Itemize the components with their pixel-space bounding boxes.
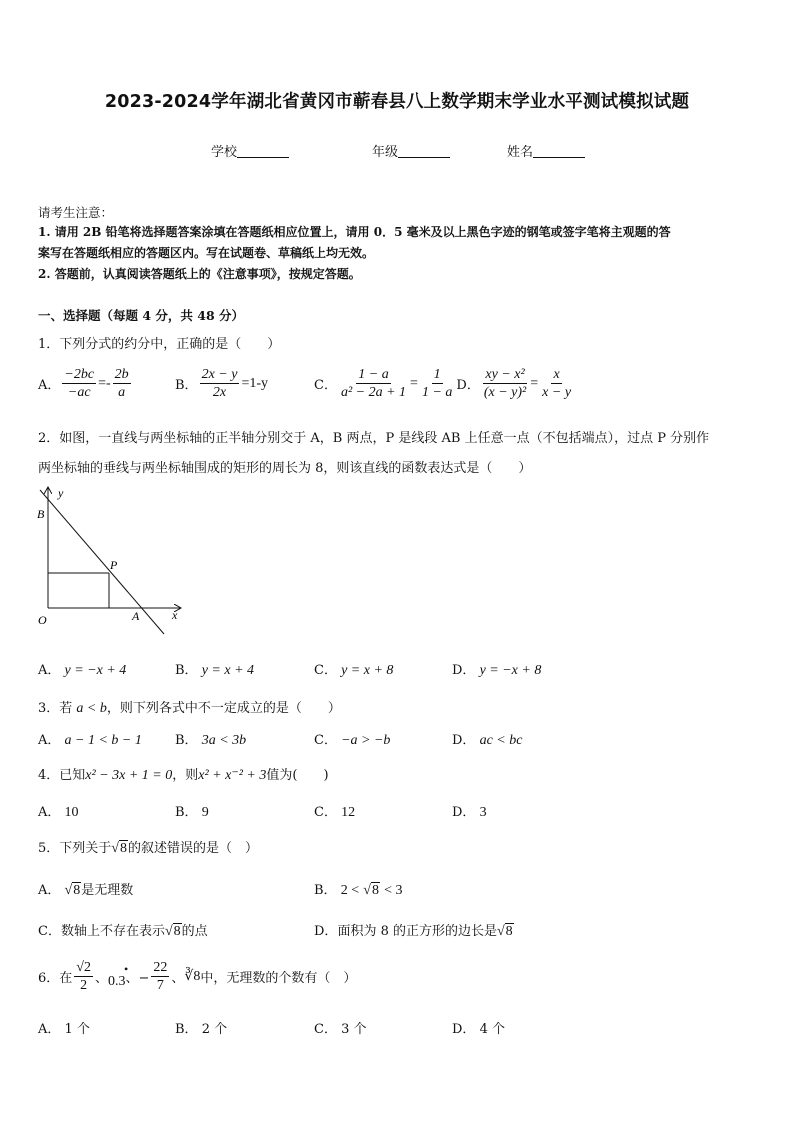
q5-b-post: < 3 — [384, 883, 403, 898]
q5-d-sqrt: √8 — [496, 924, 513, 939]
q6-frac2-num: 22 — [153, 960, 168, 975]
q5-c-radicand: 8 — [173, 924, 181, 939]
q5-a-sqrt: √8 — [64, 883, 81, 898]
q3-option-d — [452, 729, 522, 749]
q2-option-b — [175, 659, 254, 679]
q2-line-2: 两坐标轴的垂线与两坐标轴围成的矩形的周长为 8，则该直线的函数表达式是（ ） — [38, 461, 532, 476]
q5-b-label: B． — [314, 883, 337, 898]
q3-b-text: 3a < 3b — [201, 733, 247, 748]
q5-c-post: 的点 — [181, 924, 208, 939]
q1-c-rnum: 1 — [433, 367, 441, 382]
q6-sep-3: 、 — [171, 971, 185, 986]
q6-option-b — [175, 1018, 227, 1037]
fig-label-b: B — [37, 507, 45, 521]
q6-c-label: C． — [314, 1022, 337, 1037]
school-label: 学校 — [211, 145, 238, 160]
q1-d-den: (x − y)² — [483, 385, 527, 400]
q4-stem-math-2: x² + x⁻² + 3 — [198, 768, 267, 783]
q6-sep-2: 、− — [125, 971, 150, 986]
q1-a-label: A． — [38, 378, 61, 393]
notice-item-1a: 1. 请用 2B 铅笔将选择题答案涂填在答题纸相应位置上，请用 0．5 毫米及以上黑色字迹的钢笔或签字笔将主观题的答 — [38, 225, 671, 239]
q2-option-d — [452, 659, 541, 679]
q3-stem-math: a < b — [76, 701, 107, 716]
q6-frac1-num: √2 — [76, 960, 91, 975]
q6-stem-a: 6．在 — [38, 971, 73, 986]
q5-stem-b: 的叙述错误的是（ ） — [127, 841, 258, 856]
q5-c-label: C． — [38, 924, 61, 939]
name-field — [507, 141, 585, 160]
q1-c-num: 1 − a — [358, 367, 389, 382]
q4-b-label: B． — [175, 805, 198, 820]
q2-d-label: D． — [452, 663, 476, 678]
q1-d-rnum: x — [553, 367, 560, 382]
q6-frac2-den: 7 — [156, 978, 164, 993]
notice-heading: 请考生注意： — [38, 205, 114, 220]
notice-item-1b: 案写在答题纸相应的答题区内。写在试题卷、草稿纸上均无效。 — [38, 246, 375, 260]
fig-label-o: O — [38, 613, 47, 627]
q6-option-d — [452, 1018, 505, 1037]
q4-stem — [38, 764, 329, 784]
q5-a-label: A． — [38, 883, 61, 898]
q6-repeating-value: 0.3 — [107, 973, 126, 989]
q2-a-text: y = −x + 4 — [64, 663, 127, 678]
q6-b-label: B． — [175, 1022, 198, 1037]
q4-option-d — [452, 801, 487, 821]
q6-frac1-den: 2 — [80, 978, 88, 993]
q1-option-c: C． $\frac{1 - a}{\text{a² − 2a + 1}}$ = $\frac{1}{1 - a}$ D． $\frac{\text{xy − x²}}{\text{(x − y)²}}$ = $\frac{x}{x - y}$ — [314, 367, 572, 400]
grade-field — [372, 141, 450, 160]
q5-stem-a: 5．下列关于 — [38, 841, 112, 856]
q5-option-b — [314, 879, 402, 899]
q3-b-label: B． — [175, 733, 198, 748]
q5-b-radicand: 8 — [371, 883, 379, 898]
q4-a-label: A． — [38, 805, 61, 820]
q3-stem — [38, 697, 341, 717]
section-heading: 一、选择题（每题 4 分，共 48 分） — [38, 308, 245, 323]
q4-d-text: 3 — [479, 805, 487, 820]
q4-stem-a: 4．已知 — [38, 768, 86, 783]
q6-option-c — [314, 1018, 367, 1037]
q1-d-label: D． — [456, 378, 480, 393]
q3-stem-a: 3．若 — [38, 701, 73, 716]
fig-label-p: P — [110, 558, 118, 572]
q4-stem-c: 值为( ) — [266, 768, 329, 783]
q4-a-text: 10 — [64, 805, 79, 820]
q4-option-c — [314, 801, 355, 821]
q4-stem-b: ，则 — [172, 768, 199, 783]
q1-d-num: xy − x² — [485, 367, 525, 382]
q2-option-c — [314, 659, 393, 679]
q6-repeating-decimal: • 0.3 — [107, 961, 129, 989]
q4-d-label: D． — [452, 805, 476, 820]
q1-d-rden: x − y — [542, 385, 572, 400]
fig-label-x: x — [172, 608, 178, 622]
q5-option-a — [38, 879, 133, 899]
q1-c-label: C． — [314, 378, 337, 393]
q2-c-text: y = x + 8 — [341, 663, 394, 678]
q5-stem-radicand: 8 — [119, 841, 127, 856]
q1-c-rden: 1 − a — [421, 385, 453, 400]
q2-a-label: A． — [38, 663, 61, 678]
q1-a-rnum: 2b — [114, 367, 129, 382]
q6-stem — [38, 960, 356, 993]
q1-c-den: a² − 2a + 1 — [340, 385, 407, 400]
grade-blank — [398, 145, 450, 158]
q1-b-label: B． — [175, 378, 198, 393]
q6-a-label: A． — [38, 1022, 61, 1037]
q5-b-sqrt: √8 — [363, 883, 379, 898]
q1-b-eq: =1-y — [241, 375, 268, 391]
q6-option-a — [38, 1018, 90, 1037]
notice-item-2: 2. 答题前，认真阅读答题纸上的《注意事项》，按规定答题。 — [38, 267, 361, 281]
q6-d-label: D． — [452, 1022, 476, 1037]
q5-c-text: 数轴上不存在表示 — [60, 924, 165, 939]
q6-stem-b: 中，无理数的个数有（ ） — [200, 971, 357, 986]
q6-d-text: 4 个 — [479, 1022, 505, 1037]
q5-stem-sqrt: √8 — [111, 841, 127, 856]
q1-a-num: −2bc — [64, 367, 95, 382]
q3-a-label: A． — [38, 733, 61, 748]
q1-b-den: 2x — [212, 385, 227, 400]
q2-b-label: B． — [175, 663, 198, 678]
q5-option-c — [38, 920, 208, 940]
name-blank — [533, 145, 585, 158]
q1-a-den: −ac — [67, 385, 91, 400]
q1-a-eq: =- — [98, 375, 111, 391]
q6-b-text: 2 个 — [201, 1022, 228, 1037]
q3-d-text: ac < bc — [479, 733, 523, 748]
q5-a-radicand: 8 — [73, 883, 81, 898]
q2-b-text: y = x + 4 — [201, 663, 255, 678]
q3-d-label: D． — [452, 733, 476, 748]
school-blank — [237, 145, 289, 158]
q5-a-text: 是无理数 — [81, 883, 134, 898]
q5-d-radicand: 8 — [505, 924, 513, 939]
q4-option-b — [175, 801, 209, 821]
q5-b-pre: 2 < — [340, 883, 360, 898]
page-title: 2023-2024学年湖北省黄冈市蕲春县八上数学期末学业水平测试模拟试题 — [104, 92, 690, 112]
q3-c-label: C． — [314, 733, 337, 748]
q1-a-rden: a — [118, 385, 126, 400]
q2-figure — [30, 482, 190, 637]
q3-option-c — [314, 729, 390, 749]
q1-option-b — [175, 367, 268, 400]
q4-option-a — [38, 801, 79, 821]
q5-d-text: 面积为 8 的正方形的边长是 — [337, 924, 497, 939]
q2-d-text: y = −x + 8 — [479, 663, 542, 678]
q4-c-text: 12 — [341, 805, 356, 820]
q3-option-a — [38, 729, 142, 749]
grade-label: 年级 — [372, 145, 399, 160]
q1-option-a — [38, 367, 133, 400]
q4-stem-math-1: x² − 3x + 1 = 0 — [85, 768, 173, 783]
q6-a-text: 1 个 — [64, 1022, 90, 1037]
q6-c-text: 3 个 — [341, 1022, 367, 1037]
q5-option-d — [314, 920, 514, 940]
q3-c-text: −a > −b — [341, 733, 391, 748]
q6-sep-1: 、 — [94, 971, 108, 986]
name-label: 姓名 — [507, 145, 534, 160]
q5-stem — [38, 837, 258, 857]
q2-c-label: C． — [314, 663, 337, 678]
q4-c-label: C． — [314, 805, 337, 820]
q3-a-text: a − 1 < b − 1 — [64, 733, 142, 748]
q1-b-num: 2x − y — [201, 367, 238, 382]
fig-label-y: y — [58, 486, 64, 500]
q5-d-label: D． — [314, 924, 338, 939]
q3-option-b — [175, 729, 246, 749]
q5-c-sqrt: √8 — [164, 924, 181, 939]
school-field — [211, 141, 289, 160]
line-ab — [40, 490, 164, 634]
q3-stem-b: ，则下列各式中不一定成立的是（ ） — [106, 701, 341, 716]
q6-cube-root: ∛8 — [184, 969, 201, 984]
q4-b-text: 9 — [201, 805, 209, 820]
q2-line-1: 2．如图，一直线与两坐标轴的正半轴分别交于 A，B 两点，P 是线段 AB 上任意一点（不包括端点），过点 P 分别作 — [38, 431, 710, 446]
fig-label-a: A — [132, 609, 140, 623]
q1-stem: 1．下列分式的约分中，正确的是（ ） — [38, 337, 281, 352]
q2-option-a — [38, 659, 126, 679]
